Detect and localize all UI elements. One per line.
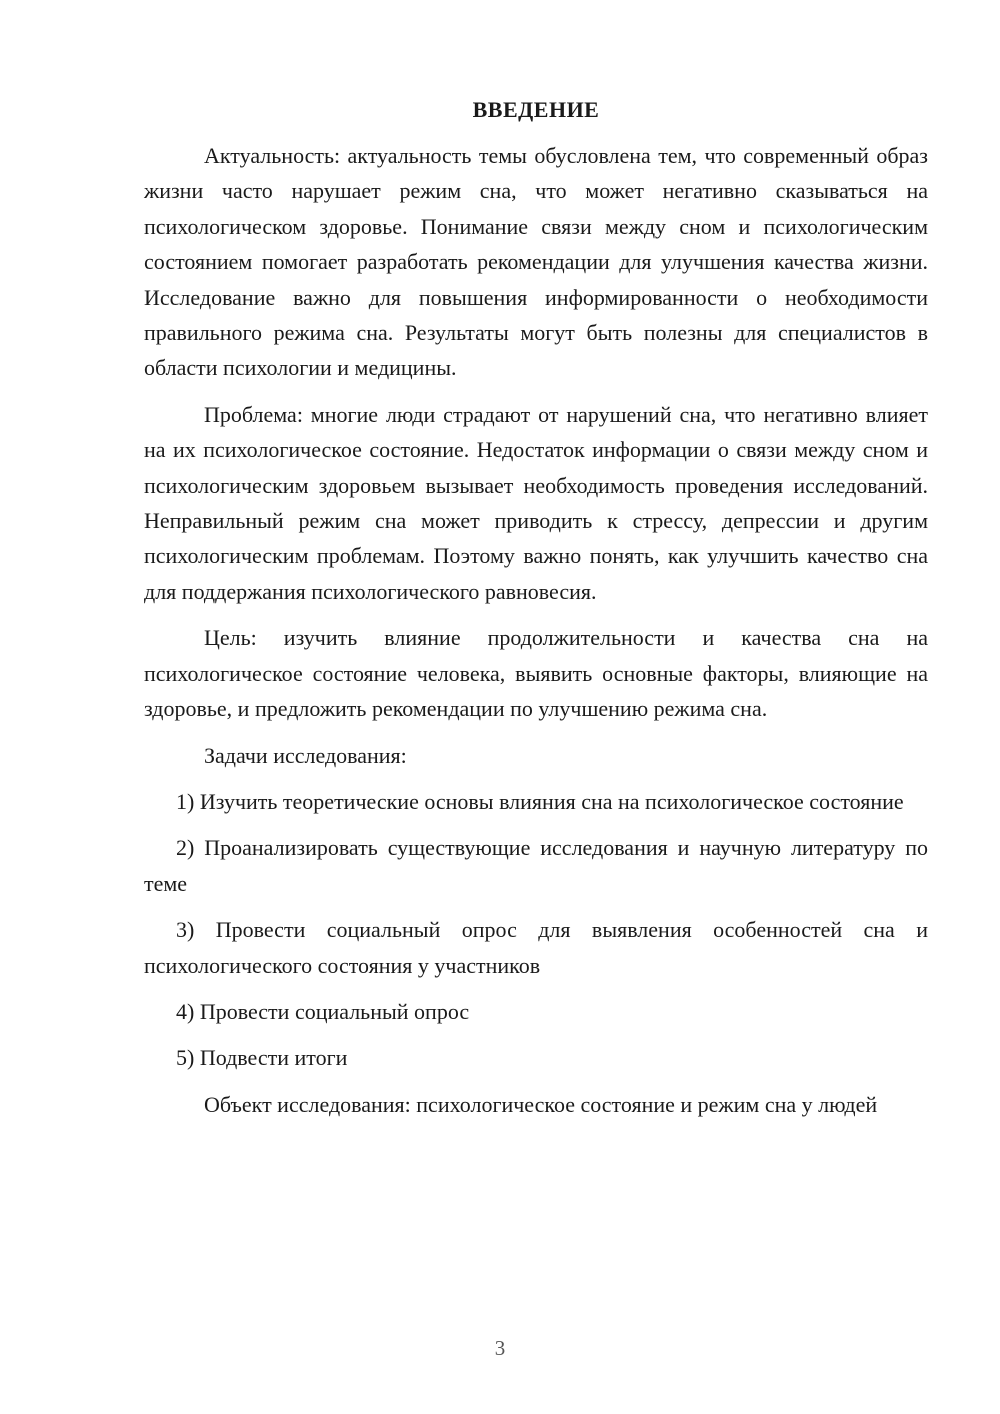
page-content <box>144 92 928 1122</box>
paragraph-goal: Цель: изучить влияние продолжительности и качества сна на психологическое состояние человека, выявить основные факторы, влияющие на здоровье, и предложить рекомендации по улучшению режима сна. <box>144 625 928 722</box>
paragraph-object: Объект исследования: психологическое состояние и режим сна у людей <box>204 1091 878 1117</box>
task-item-2: 2) Проанализировать существующие исследования и научную литературу по теме <box>144 835 928 896</box>
task-item-3: 3) Провести социальный опрос для выявления особенностей сна и психологического состояния у участников <box>144 917 928 978</box>
task-item-1: 1) Изучить теоретические основы влияния сна на психологическое состояние <box>176 788 904 814</box>
paragraph-relevance: Актуальность: актуальность темы обусловлена тем, что современный образ жизни часто нарушает режим сна, что может негативно сказываться на психологическом здоровье. Понимание связи между сном и психологическим состоянием помогает разработать рекомендации для улучшения качества жизни. Исследование важно для повышения информированности о необходимости правильного режима сна. Результаты могут быть полезны для специалистов в области психологии и медицины. <box>144 143 928 381</box>
task-item-4: 4) Провести социальный опрос <box>176 998 470 1024</box>
paragraph-problem: Проблема: многие люди страдают от нарушений сна, что негативно влияет на их психологическое состояние. Недостаток информации о связи между сном и психологическим здоровьем вызывает необходимость проведения исследований. Неправильный режим сна может приводить к стрессу, депрессии и другим психологическим проблемам. Поэтому важно понять, как улучшить качество сна для поддержания психологического равновесия. <box>144 401 928 604</box>
tasks-title: Задачи исследования: <box>204 742 407 768</box>
page-number: 3 <box>494 1336 506 1360</box>
task-item-5: 5) Подвести итоги <box>176 1045 348 1071</box>
page-title: ВВЕДЕНИЕ <box>472 97 600 122</box>
